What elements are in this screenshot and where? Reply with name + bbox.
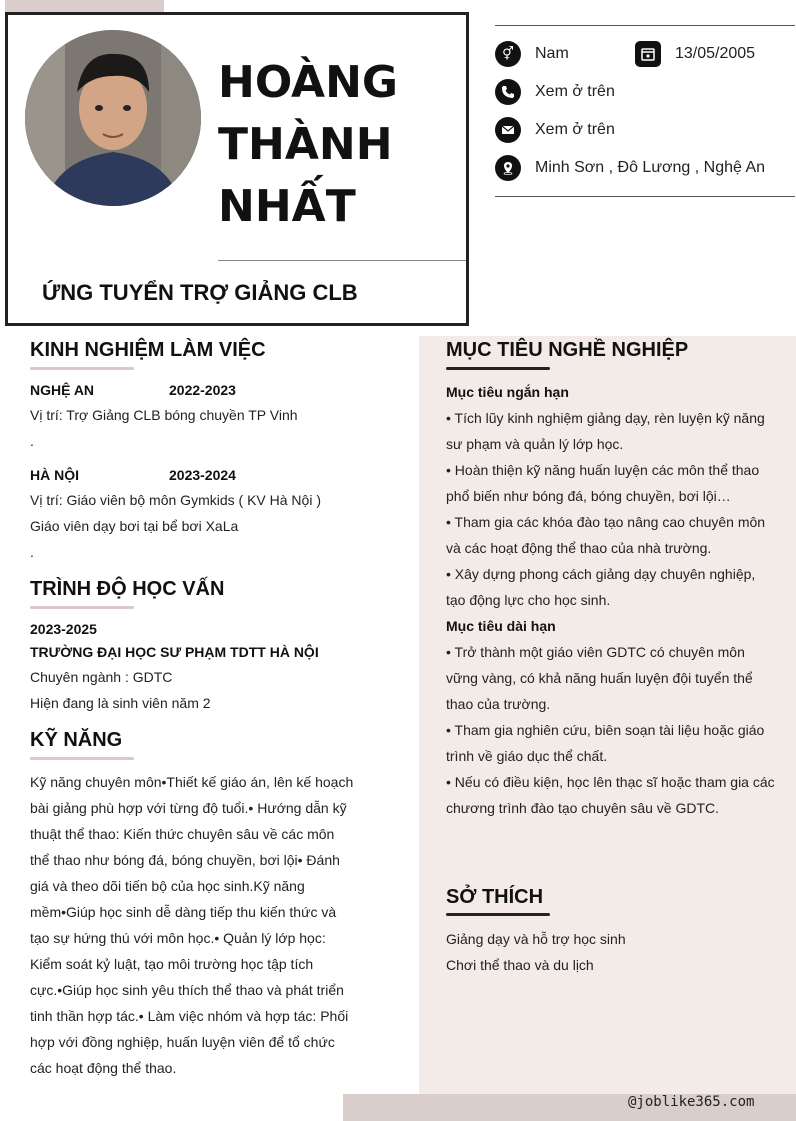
experience-line: Vị trí: Giáo viên bộ môn Gymkids ( KV Hà Nội ) — [30, 492, 321, 508]
hobby-item: Chơi thể thao và du lịch — [446, 957, 594, 973]
education-underline — [30, 606, 134, 609]
dob-value: 13/05/2005 — [675, 45, 756, 62]
education-school: TRƯỜNG ĐẠI HỌC SƯ PHẠM TDTT HÀ NỘI — [30, 644, 319, 660]
phone-icon — [495, 79, 521, 105]
objective-line: tạo động lực cho học sinh. — [446, 592, 611, 608]
contact-address — [495, 155, 765, 181]
footer-watermark: @joblike365.com — [628, 1094, 755, 1110]
name-line-1: HOÀNG — [218, 57, 399, 108]
education-period: 2023-2025 — [30, 621, 97, 637]
objective-line: trình về giáo dục thể chất. — [446, 748, 608, 764]
objective-line: phổ biến như bóng đá, bóng chuyền, bơi lội… — [446, 488, 731, 504]
experience-underline — [30, 367, 134, 370]
skills-line: tinh thần hợp tác.• Làm việc nhóm và hợp tác: Phối — [30, 1008, 349, 1024]
experience-line: . — [30, 544, 34, 560]
candidate-name — [218, 52, 458, 238]
location-pin-icon — [495, 155, 521, 181]
objective-underline — [446, 367, 550, 370]
contact-dob — [635, 41, 755, 67]
phone-value: Xem ở trên — [535, 83, 615, 100]
skills-line: các hoạt động thể thao. — [30, 1060, 177, 1076]
experience-heading: KINH NGHIỆM LÀM VIỆC — [30, 339, 266, 361]
objective-line: sư phạm và quản lý lớp học. — [446, 436, 624, 452]
skills-line: hợp với đồng nghiệp, huấn luyện viên để tổ chức — [30, 1034, 335, 1050]
objective-line: • Tích lũy kinh nghiệm giảng dạy, rèn luyện kỹ năng — [446, 410, 765, 426]
objective-line: • Xây dựng phong cách giảng dạy chuyên nghiệp, — [446, 566, 756, 582]
experience-line: . — [30, 433, 34, 449]
contact-phone — [495, 79, 615, 105]
objective-line: • Hoàn thiện kỹ năng huấn luyện các môn thể thao — [446, 462, 760, 478]
calendar-icon — [635, 41, 661, 67]
skills-line: Kỹ năng chuyên môn•Thiết kế giáo án, lên kế hoạch — [30, 774, 354, 790]
education-heading: TRÌNH ĐỘ HỌC VẤN — [30, 578, 225, 600]
education-line: Hiện đang là sinh viên năm 2 — [30, 695, 211, 711]
objective-line: chương trình đào tạo chuyên sâu về GDTC. — [446, 800, 720, 816]
address-value: Minh Sơn , Đô Lương , Nghệ An — [535, 159, 766, 176]
name-line-2: THÀNH — [218, 119, 393, 170]
skills-line: thể thao như bóng đá, bóng chuyền, bơi lội• Đánh — [30, 852, 340, 868]
education-line: Chuyên ngành : GDTC — [30, 669, 173, 685]
objective-line: • Tham gia nghiên cứu, biên soạn tài liệu hoặc giáo — [446, 722, 765, 738]
gender-icon: ⚥ — [495, 41, 521, 67]
email-value: Xem ở trên — [535, 121, 615, 138]
name-divider — [218, 260, 466, 261]
hobby-item: Giảng dạy và hỗ trợ học sinh — [446, 931, 626, 947]
objective-line: thao của trường. — [446, 696, 551, 712]
objective-long-label: Mục tiêu dài hạn — [446, 618, 556, 634]
name-line-3: NHẤT — [218, 181, 356, 232]
skills-line: thuật thể thao: Kiến thức chuyên sâu về các môn — [30, 826, 335, 842]
hobbies-underline — [446, 913, 550, 916]
skills-line: bài giảng phù hợp với từng độ tuổi.• Hướng dẫn kỹ — [30, 800, 347, 816]
experience-place-1: NGHỆ AN — [30, 382, 95, 398]
experience-line: Vị trí: Trợ Giảng CLB bóng chuyền TP Vinh — [30, 407, 298, 423]
objective-heading: MỤC TIÊU NGHỀ NGHIỆP — [446, 339, 689, 361]
position-title: ỨNG TUYỂN TRỢ GIẢNG CLB — [42, 280, 358, 305]
skills-underline — [30, 757, 134, 760]
contact-email — [495, 117, 615, 143]
objective-line: vững vàng, có khả năng huấn luyện đội tuyển thể — [446, 670, 753, 686]
experience-period-2: 2023-2024 — [169, 467, 236, 483]
contact-gender — [495, 41, 569, 67]
contact-divider-bottom — [495, 196, 795, 197]
experience-line: Giáo viên dạy bơi tại bể bơi XaLa — [30, 518, 239, 534]
objective-line: • Tham gia các khóa đào tạo nâng cao chuyên môn — [446, 514, 766, 530]
experience-period-1: 2022-2023 — [169, 382, 236, 398]
skills-line: tạo sự hứng thú với môn học.• Quản lý lớp học: — [30, 930, 326, 946]
skills-heading: KỸ NĂNG — [30, 729, 123, 751]
experience-place-2: HÀ NỘI — [30, 467, 79, 483]
skills-line: giá và theo dõi tiến bộ của học sinh.Kỹ năng — [30, 878, 305, 894]
skills-line: cực.•Giúp học sinh yêu thích thể thao và phát triển — [30, 982, 344, 998]
objective-line: • Trở thành một giáo viên GDTC có chuyên môn — [446, 644, 745, 660]
gender-value: Nam — [535, 45, 569, 62]
objective-line: và các hoạt động thể thao của nhà trường. — [446, 540, 712, 556]
email-icon — [495, 117, 521, 143]
objective-line: • Nếu có điều kiện, học lên thạc sĩ hoặc tham gia các — [446, 774, 775, 790]
hobbies-heading: SỞ THÍCH — [446, 886, 544, 908]
contact-divider-top — [495, 25, 795, 26]
skills-line: mềm•Giúp học sinh dễ dàng tiếp thu kiến thức và — [30, 904, 337, 920]
skills-line: Kiểm soát kỷ luật, tạo môi trường học tập tích — [30, 956, 314, 972]
profile-photo — [25, 30, 201, 206]
objective-short-label: Mục tiêu ngắn hạn — [446, 384, 569, 400]
